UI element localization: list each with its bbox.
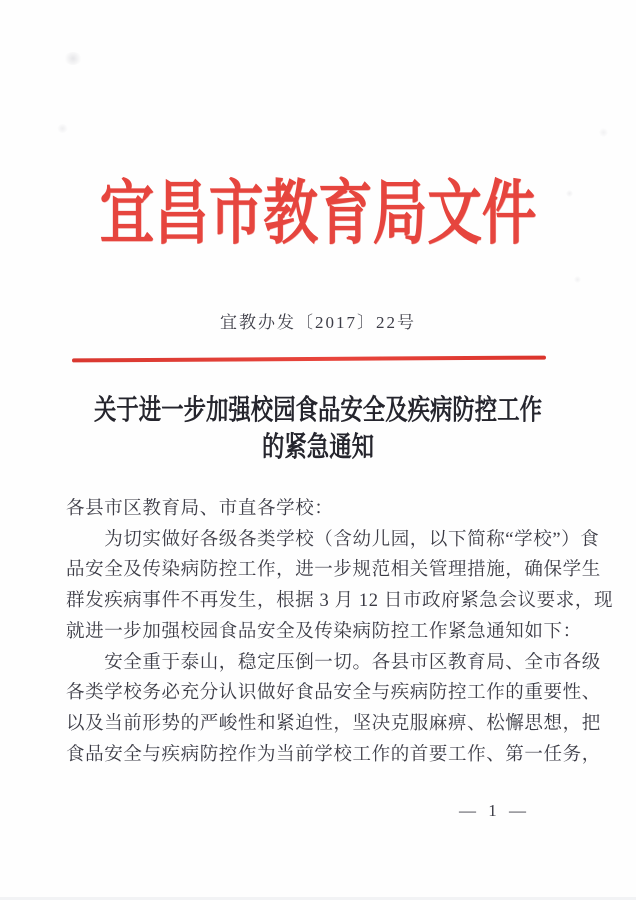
document-title-block	[0, 392, 636, 466]
scan-artifact	[57, 124, 68, 133]
scan-artifact	[64, 52, 82, 65]
document-number: 宜教办发〔2017〕22号	[220, 313, 416, 332]
letterhead	[0, 176, 636, 253]
body-text-line: 各类学校务必充分认识做好食品安全与疾病防控工作的重要性、	[66, 683, 601, 704]
scan-artifact	[599, 128, 608, 137]
body-text-line: 为切实做好各级各类学校（含幼儿园，以下简称“学校”）食	[66, 529, 600, 550]
document-title-line1: 关于进一步加强校园食品安全及疾病防控工作	[93, 395, 542, 426]
body-text-line: 安全重于泰山，稳定压倒一切。各县市区教育局、全市各级	[66, 652, 601, 673]
document-body	[66, 494, 614, 770]
body-text-line: 群发疾病事件不再发生，根据 3 月 12 日市政府紧急会议要求，现	[66, 591, 614, 612]
red-divider-rule	[72, 356, 546, 363]
page-number: — 1 —	[459, 801, 530, 820]
body-text-line: 各县市区教育局、市直各学校：	[66, 499, 334, 519]
body-text-line: 食品安全与疾病防控作为当前学校工作的首要工作、第一任务，	[66, 744, 601, 765]
body-text-line: 就进一步加强校园食品安全及传染病防控工作紧急通知如下：	[66, 621, 582, 642]
scan-artifact	[574, 276, 581, 283]
document-title-line2: 的紧急通知	[261, 432, 374, 463]
agency-title: 宜昌市教育局文件	[99, 176, 537, 253]
document-title	[94, 392, 542, 466]
body-text-line: 品安全及传染病防控工作，进一步规范相关管理措施，确保学生	[66, 560, 601, 581]
body-text-line: 以及当前形势的严峻性和紧迫性，坚决克服麻痹、松懈思想，把	[66, 713, 601, 734]
